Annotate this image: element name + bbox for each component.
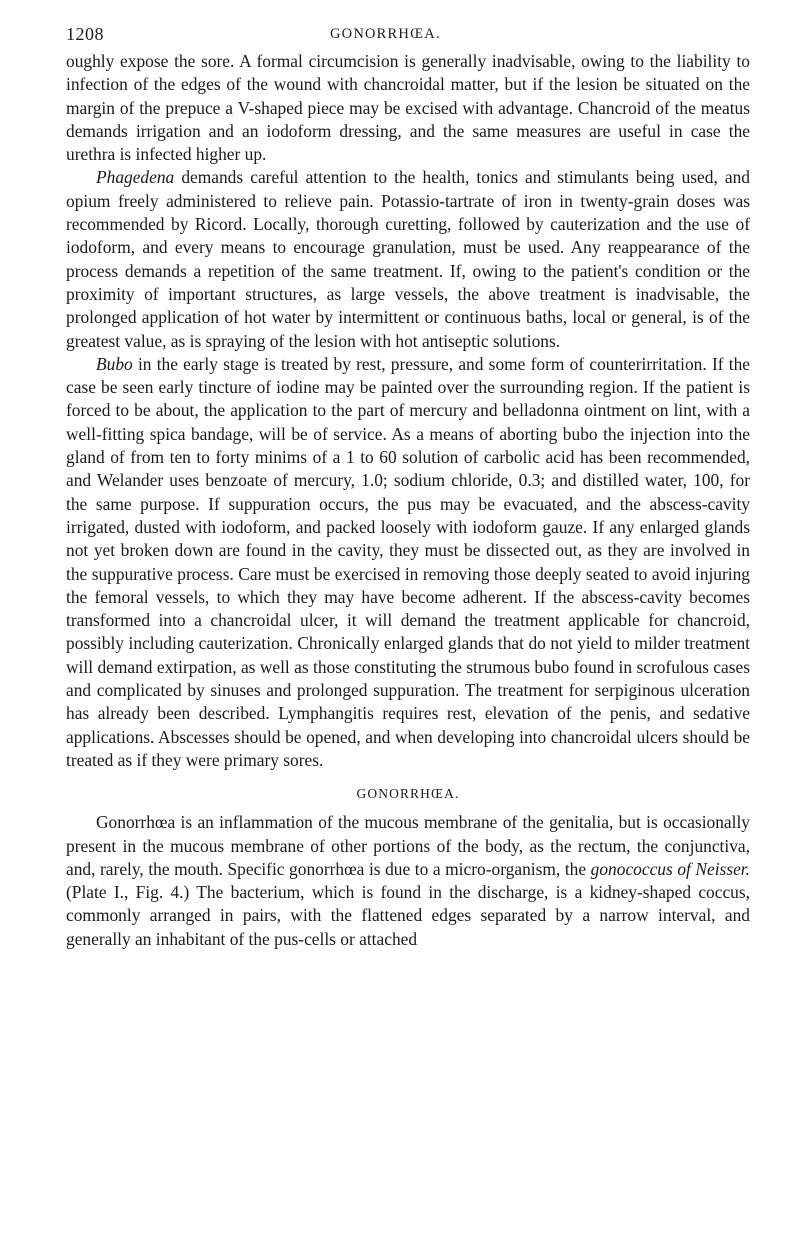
paragraph-phagedena — [66, 166, 750, 352]
paragraph-text: demands careful attention to the health, tonics and stimulants being used, and opium freely administered to relieve pain. Potassio-tartrate of iron in twenty-grain doses was recommended by Ricord. Locally, thorough curetting, followed by cauterization and the use of iodoform, and every means to encourage granulation, must be used. Any reappearance of the process demands a repetition of the same treatment. If, owing to the patient's condition or the proximity of important structures, as large vessels, the above treatment is inadvisable, the prolonged application of hot water by intermittent or continuous baths, local or general, is of the greatest value, as is spraying of the lesion with hot antiseptic solutions. — [66, 167, 750, 351]
document-page — [66, 10, 750, 951]
italic-term-gonococcus: gonococcus of Neisser. — [590, 858, 750, 879]
paragraph-text: oughly expose the sore. A formal circumcision is generally inadvisable, owing to the liability to infection of the edges of the wound with chancroidal matter, but if the lesion be situated on the margin of the prepuce a V-shaped piece may be excised with advantage. Chancroid of the meatus demands irrigation and an iodoform dressing, and the same measures are useful in case the urethra is infected higher up. — [66, 51, 750, 165]
paragraph-text: Gonorrhœa is an inflammation of the mucous membrane of the genitalia, but is occasionally present in the mucous membrane of other portions of the body, as the rectum, the conjunctiva, and, rarely, the mouth. Specific gonorrhœa is due to a micro-organism, the — [66, 812, 750, 879]
paragraph-gonorrhoea — [66, 811, 750, 951]
lead-term-phagedena: Phagedena — [96, 167, 175, 188]
page-number: 1208 — [66, 24, 104, 44]
section-heading: GONORRHŒA. — [356, 786, 460, 802]
paragraph-bubo — [66, 353, 750, 772]
running-title: GONORRHŒA. — [330, 26, 441, 42]
paragraph-text: (Plate I., Fig. 4.) The bacterium, which is found in the discharge, is a kidney-shaped coccus, commonly arranged in pairs, with the flattened edges separated by a narrow interval, and generally an inhabitant of the pus-cells or attached — [66, 882, 750, 949]
running-header — [66, 10, 750, 50]
body-text — [66, 50, 750, 951]
paragraph-text: in the early stage is treated by rest, pressure, and some form of counterirritation. If the case be seen early tincture of iodine may be painted over the surrounding region. If the patient is forced to be about, the application to the part of mercury and belladonna ointment on lint, with a well-fitting spica bandage, will be of service. As a means of aborting bubo the injection into the gland of from ten to forty minims of a 1 to 60 solution of carbolic acid has been recommended, and Welander uses benzoate of mercury, 1.0; sodium chloride, 0.3; and distilled water, 100, for the same purpose. If suppuration occurs, the pus may be evacuated, and the abscess-cavity irrigated, dusted with iodoform, and packed loosely with iodoform gauze. If any enlarged glands not yet broken down are found in the cavity, they must be dissected out, as they are involved in the suppurative process. Care must be exercised in removing those deeply seated to avoid injuring the femoral vessels, to which they may have become adherent. If the abscess-cavity becomes transformed into a chancroidal ulcer, it will demand the treatment applicable for chancroid, possibly including cauterization. Chronically enlarged glands that do not yield to milder treatment will demand extirpation, as well as those constituting the strumous bubo found in scrofulous cases and complicated by sinuses and prolonged suppuration. The treatment for serpiginous ulceration has already been described. Lymphangitis requires rest, elevation of the penis, and sedative applications. Abscesses should be opened, and when developing into chancroidal ulcers should be treated as if they were primary sores. — [66, 353, 750, 770]
paragraph-continuation — [66, 50, 750, 166]
lead-term-bubo: Bubo — [96, 353, 133, 374]
